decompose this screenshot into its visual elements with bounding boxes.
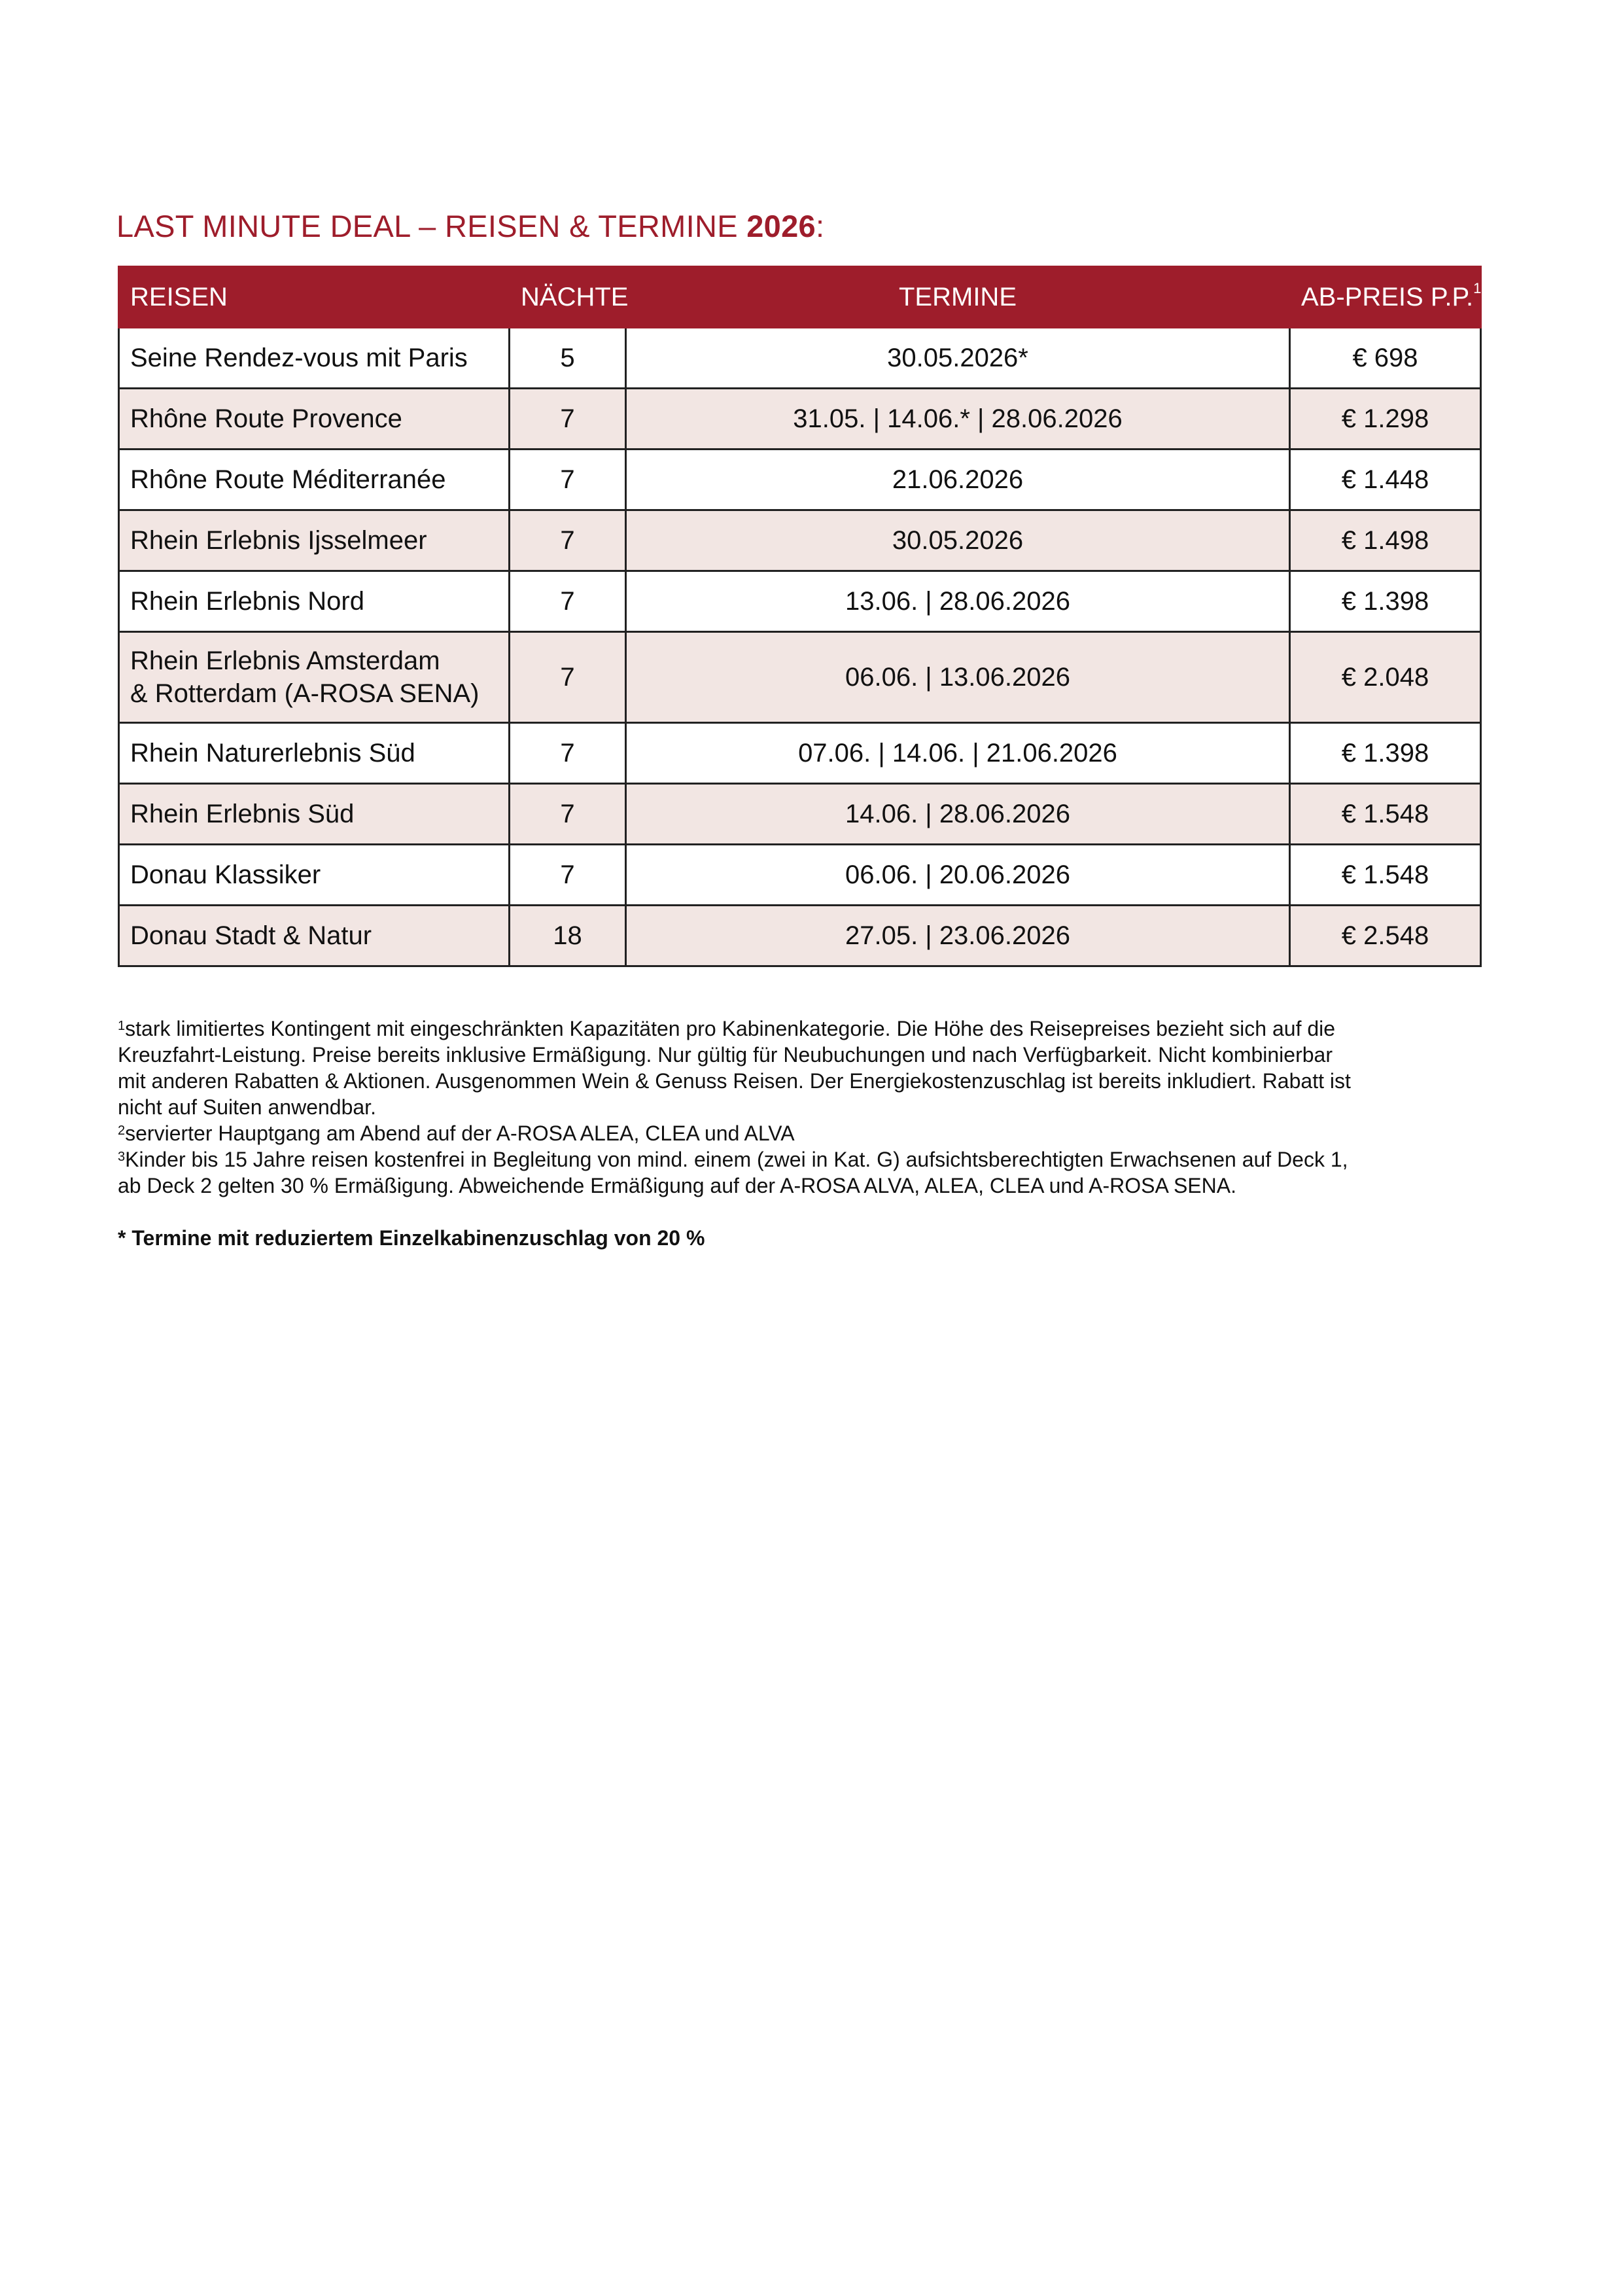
table-row (119, 723, 1481, 784)
trip-name: Rhein Naturerlebnis Süd (119, 723, 510, 784)
table-row (119, 784, 1481, 845)
footnote-1-line-4: nicht auf Suiten anwendbar. (118, 1095, 376, 1119)
trip-name: Rhein Erlebnis Nord (119, 571, 510, 632)
footnote-1-line-2: Kreuzfahrt-Leistung. Preise bereits inklusive Ermäßigung. Nur gültig für Neubuchungen und nach Verfügbarkeit. Nicht kombinierbar (118, 1043, 1333, 1067)
trip-nights: 7 (510, 784, 626, 845)
trip-nights: 18 (510, 906, 626, 966)
trip-name-line-1: Rhein Erlebnis Amsterdam (130, 646, 440, 675)
table-row (119, 906, 1481, 966)
header-trips: REISEN (119, 267, 510, 328)
trip-dates: 06.06. | 20.06.2026 (626, 845, 1290, 906)
footnote-3-line-1: Kinder bis 15 Jahre reisen kostenfrei in Begleitung von mind. einem (zwei in Kat. G) aufsichtsberechtigten Erwachsenen auf Deck 1, (125, 1148, 1348, 1171)
footnote-2 (118, 1120, 1492, 1146)
trip-name: Rhein Erlebnis Ijsselmeer (119, 510, 510, 571)
trip-price: € 1.448 (1290, 450, 1481, 510)
trip-nights: 7 (510, 389, 626, 450)
trip-nights: 7 (510, 632, 626, 723)
header-price-label: AB-PREIS P.P. (1301, 282, 1474, 311)
table-row (119, 328, 1481, 389)
trip-nights: 5 (510, 328, 626, 389)
star-note: * Termine mit reduziertem Einzelkabinenzuschlag von 20 % (118, 1226, 705, 1250)
trip-name: Donau Stadt & Natur (119, 906, 510, 966)
header-nights: NÄCHTE (510, 267, 626, 328)
page-title (116, 208, 824, 244)
footnote-2-line-1: servierter Hauptgang am Abend auf der A-ROSA ALEA, CLEA und ALVA (125, 1122, 795, 1145)
footnote-1-line-1: stark limitiertes Kontingent mit eingeschränkten Kapazitäten pro Kabinenkategorie. Die Höhe des Reisepreises bezieht sich auf die (125, 1017, 1336, 1040)
header-price-footnote-mark: 1 (1473, 279, 1482, 296)
footnote-2-mark: 2 (118, 1123, 126, 1138)
trip-price: € 1.548 (1290, 784, 1481, 845)
trip-price: € 1.548 (1290, 845, 1481, 906)
trip-nights: 7 (510, 723, 626, 784)
trip-dates: 13.06. | 28.06.2026 (626, 571, 1290, 632)
trip-name (119, 632, 510, 723)
deals-table (118, 266, 1482, 967)
trip-name: Donau Klassiker (119, 845, 510, 906)
trip-dates: 30.05.2026 (626, 510, 1290, 571)
trip-name-line-2: & Rotterdam (A-ROSA SENA) (130, 679, 480, 708)
table-row (119, 571, 1481, 632)
table-row (119, 845, 1481, 906)
trip-name: Rhône Route Provence (119, 389, 510, 450)
trip-name: Rhône Route Méditerranée (119, 450, 510, 510)
page-title-year: 2026 (746, 209, 816, 243)
table-row (119, 632, 1481, 723)
table-row (119, 450, 1481, 510)
header-price (1290, 267, 1481, 328)
footnote-1 (118, 1016, 1492, 1042)
trip-dates: 07.06. | 14.06. | 21.06.2026 (626, 723, 1290, 784)
table-row (119, 510, 1481, 571)
trip-nights: 7 (510, 450, 626, 510)
trip-name: Seine Rendez-vous mit Paris (119, 328, 510, 389)
footnote-3 (118, 1146, 1492, 1173)
trip-dates: 06.06. | 13.06.2026 (626, 632, 1290, 723)
page-title-text: LAST MINUTE DEAL – REISEN & TERMINE (116, 209, 747, 243)
header-dates: TERMINE (626, 267, 1290, 328)
trip-dates: 14.06. | 28.06.2026 (626, 784, 1290, 845)
trip-price: € 2.548 (1290, 906, 1481, 966)
trip-dates: 21.06.2026 (626, 450, 1290, 510)
page-title-suffix: : (815, 209, 825, 243)
footnote-1-line-3: mit anderen Rabatten & Aktionen. Ausgenommen Wein & Genuss Reisen. Der Energiekostenzuschlag ist bereits inkludiert. Rabatt ist (118, 1069, 1351, 1093)
trip-dates: 31.05. | 14.06.* | 28.06.2026 (626, 389, 1290, 450)
trip-price: € 1.398 (1290, 571, 1481, 632)
trip-dates: 27.05. | 23.06.2026 (626, 906, 1290, 966)
footnotes (118, 1016, 1492, 1251)
footnote-3-mark: 3 (118, 1150, 126, 1164)
trip-price: € 698 (1290, 328, 1481, 389)
footnote-1-mark: 1 (118, 1019, 126, 1033)
trip-nights: 7 (510, 510, 626, 571)
trip-price: € 2.048 (1290, 632, 1481, 723)
trip-name: Rhein Erlebnis Süd (119, 784, 510, 845)
trip-nights: 7 (510, 845, 626, 906)
table-header-row (119, 267, 1481, 328)
table-row (119, 389, 1481, 450)
trip-nights: 7 (510, 571, 626, 632)
trip-dates: 30.05.2026* (626, 328, 1290, 389)
trip-price: € 1.298 (1290, 389, 1481, 450)
footnote-3-line-2: ab Deck 2 gelten 30 % Ermäßigung. Abweichende Ermäßigung auf der A-ROSA ALVA, ALEA, CLEA und A-ROSA SENA. (118, 1174, 1236, 1197)
trip-price: € 1.398 (1290, 723, 1481, 784)
trip-price: € 1.498 (1290, 510, 1481, 571)
